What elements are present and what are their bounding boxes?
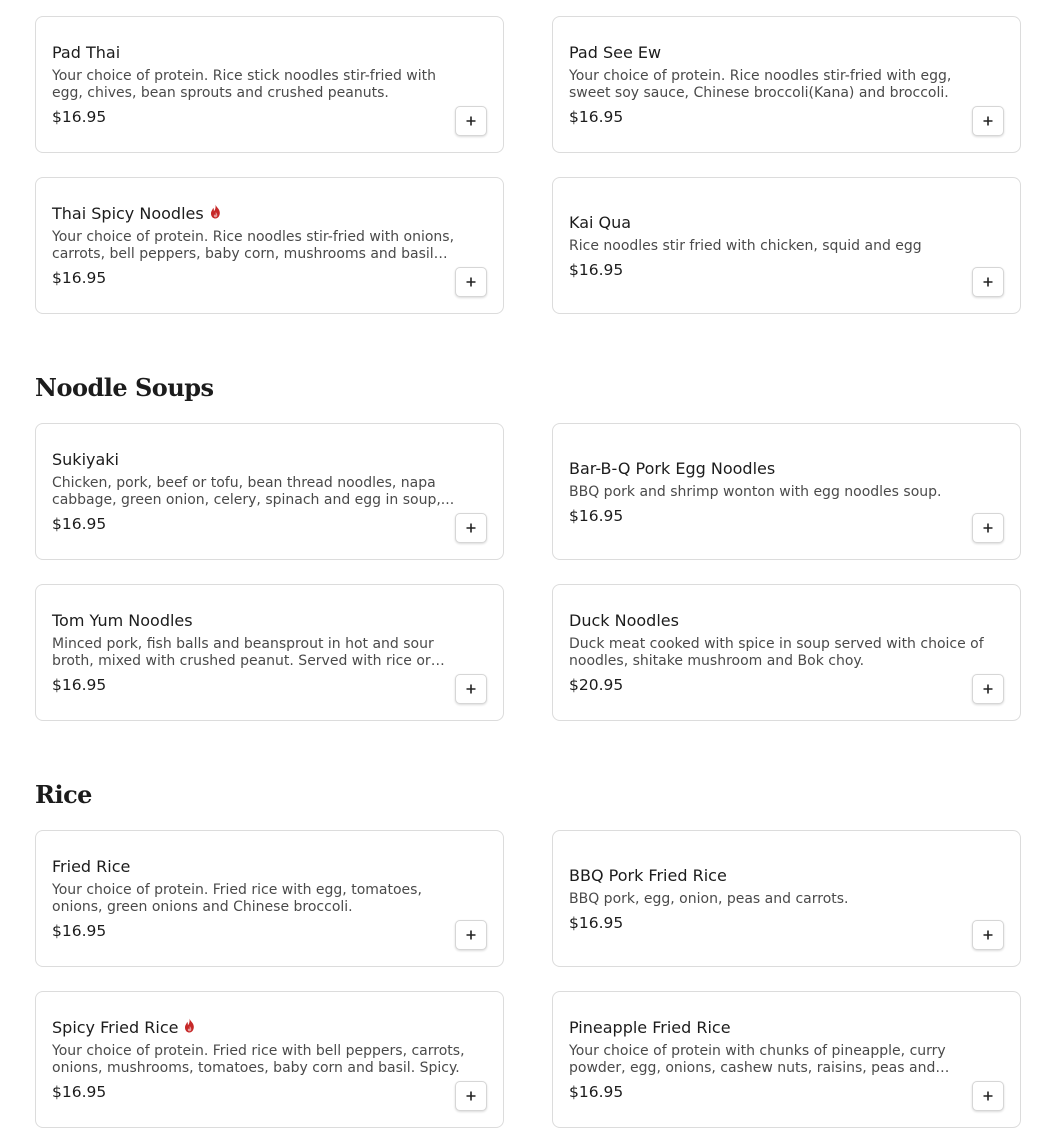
item-name: Bar-B-Q Pork Egg Noodles bbox=[569, 458, 776, 478]
menu-item-card[interactable] bbox=[35, 177, 504, 314]
plus-icon bbox=[465, 115, 477, 127]
item-description: Your choice of protein. Rice noodles stir-fried with onions, carrots, bell peppers, baby corn, mushrooms and basil bbox=[52, 229, 455, 262]
spicy-fire-icon bbox=[209, 204, 222, 223]
item-price: $16.95 bbox=[52, 515, 107, 533]
menu-item-card[interactable] bbox=[552, 177, 1021, 314]
item-name-row bbox=[569, 213, 1004, 232]
item-name: Pad See Ew bbox=[569, 43, 662, 62]
item-price: $16.95 bbox=[569, 913, 624, 932]
item-price: $16.95 bbox=[52, 1083, 107, 1101]
item-price: $16.95 bbox=[52, 269, 107, 287]
item-price: $20.95 bbox=[569, 676, 624, 694]
noodles-grid bbox=[35, 16, 1021, 314]
item-name-row bbox=[569, 43, 1004, 62]
plus-icon bbox=[465, 522, 477, 534]
item-name: Kai Qua bbox=[569, 212, 632, 232]
item-description: Duck meat cooked with spice in soup served with choice of noodles, shitake mushroom and Bok choy. bbox=[569, 636, 984, 669]
menu-item-card[interactable] bbox=[35, 16, 504, 153]
item-name: Duck Noodles bbox=[569, 611, 679, 630]
item-name-row bbox=[52, 611, 487, 630]
menu-item-card[interactable] bbox=[552, 423, 1021, 560]
plus-icon bbox=[465, 929, 477, 941]
item-price: $16.95 bbox=[569, 260, 624, 279]
item-name-row bbox=[569, 866, 1004, 885]
menu-item-card[interactable] bbox=[552, 991, 1021, 1128]
item-name: Pineapple Fried Rice bbox=[569, 1018, 731, 1037]
menu-item-card[interactable] bbox=[35, 991, 504, 1128]
item-name-row bbox=[52, 857, 487, 876]
plus-icon bbox=[982, 683, 994, 695]
plus-icon bbox=[982, 276, 994, 288]
item-name-row bbox=[52, 43, 487, 62]
menu-item-card[interactable] bbox=[35, 423, 504, 560]
noodle-soups-grid bbox=[35, 423, 1021, 721]
item-price: $16.95 bbox=[52, 108, 107, 126]
add-to-cart-button[interactable] bbox=[972, 1081, 1004, 1111]
plus-icon bbox=[982, 929, 994, 941]
add-to-cart-button[interactable] bbox=[455, 513, 487, 543]
add-to-cart-button[interactable] bbox=[455, 920, 487, 950]
plus-icon bbox=[982, 522, 994, 534]
item-name-row bbox=[52, 1018, 487, 1037]
item-name-row bbox=[569, 611, 1004, 630]
item-name-row bbox=[569, 1018, 1004, 1037]
item-name: BBQ Pork Fried Rice bbox=[569, 865, 727, 885]
item-description: BBQ pork, egg, onion, peas and carrots. bbox=[569, 890, 849, 907]
item-price: $16.95 bbox=[569, 1083, 624, 1101]
item-description: Chicken, pork, beef or tofu, bean thread noodles, napa cabbage, green onion, celery, spinach and egg in soup,... bbox=[52, 475, 455, 508]
add-to-cart-button[interactable] bbox=[972, 920, 1004, 950]
menu-item-card[interactable] bbox=[552, 584, 1021, 721]
rice-grid bbox=[35, 830, 1021, 1128]
item-description: Your choice of protein. Rice stick noodles stir-fried with egg, chives, bean sprouts and crushed peanuts. bbox=[52, 68, 436, 101]
add-to-cart-button[interactable] bbox=[455, 674, 487, 704]
menu-item-card[interactable] bbox=[35, 830, 504, 967]
item-description: Your choice of protein. Fried rice with bell peppers, carrots, onions, mushrooms, tomatoes, baby corn and basil. Spicy. bbox=[52, 1043, 465, 1076]
item-name-row bbox=[569, 459, 1004, 478]
item-price: $16.95 bbox=[52, 676, 107, 694]
menu-item-card[interactable] bbox=[552, 830, 1021, 967]
item-name: Tom Yum Noodles bbox=[52, 611, 193, 630]
item-name-row bbox=[52, 450, 487, 469]
section-title-rice: Rice bbox=[35, 780, 92, 809]
add-to-cart-button[interactable] bbox=[455, 106, 487, 136]
add-to-cart-button[interactable] bbox=[972, 674, 1004, 704]
item-description: Minced pork, fish balls and beansprout in hot and sour broth, mixed with crushed peanut. Served with rice or bbox=[52, 636, 434, 669]
item-name: Thai Spicy Noodles bbox=[52, 204, 204, 223]
add-to-cart-button[interactable] bbox=[455, 267, 487, 297]
section-title-noodle-soups: Noodle Soups bbox=[35, 373, 214, 402]
add-to-cart-button[interactable] bbox=[455, 1081, 487, 1111]
menu-item-card[interactable] bbox=[552, 16, 1021, 153]
plus-icon bbox=[982, 115, 994, 127]
menu-item-card[interactable] bbox=[35, 584, 504, 721]
plus-icon bbox=[465, 276, 477, 288]
item-description: Your choice of protein. Fried rice with egg, tomatoes, onions, green onions and Chinese broccoli. bbox=[52, 882, 422, 915]
item-name-row bbox=[52, 204, 487, 223]
plus-icon bbox=[465, 1090, 477, 1102]
item-name: Sukiyaki bbox=[52, 450, 119, 469]
item-description: Rice noodles stir fried with chicken, squid and egg bbox=[569, 237, 922, 254]
item-price: $16.95 bbox=[569, 108, 624, 126]
add-to-cart-button[interactable] bbox=[972, 267, 1004, 297]
add-to-cart-button[interactable] bbox=[972, 106, 1004, 136]
add-to-cart-button[interactable] bbox=[972, 513, 1004, 543]
item-name: Fried Rice bbox=[52, 857, 131, 876]
spicy-fire-icon bbox=[183, 1018, 196, 1037]
item-description: Your choice of protein. Rice noodles stir-fried with egg, sweet soy sauce, Chinese broccoli(Kana) and broccoli. bbox=[569, 68, 952, 101]
plus-icon bbox=[982, 1090, 994, 1102]
plus-icon bbox=[465, 683, 477, 695]
item-price: $16.95 bbox=[569, 506, 624, 525]
item-price: $16.95 bbox=[52, 922, 107, 940]
item-description: BBQ pork and shrimp wonton with egg noodles soup. bbox=[569, 483, 942, 500]
item-name: Spicy Fried Rice bbox=[52, 1018, 179, 1037]
item-description: Your choice of protein with chunks of pineapple, curry powder, egg, onions, cashew nuts, raisins, peas and bbox=[569, 1043, 946, 1076]
item-name: Pad Thai bbox=[52, 43, 121, 62]
